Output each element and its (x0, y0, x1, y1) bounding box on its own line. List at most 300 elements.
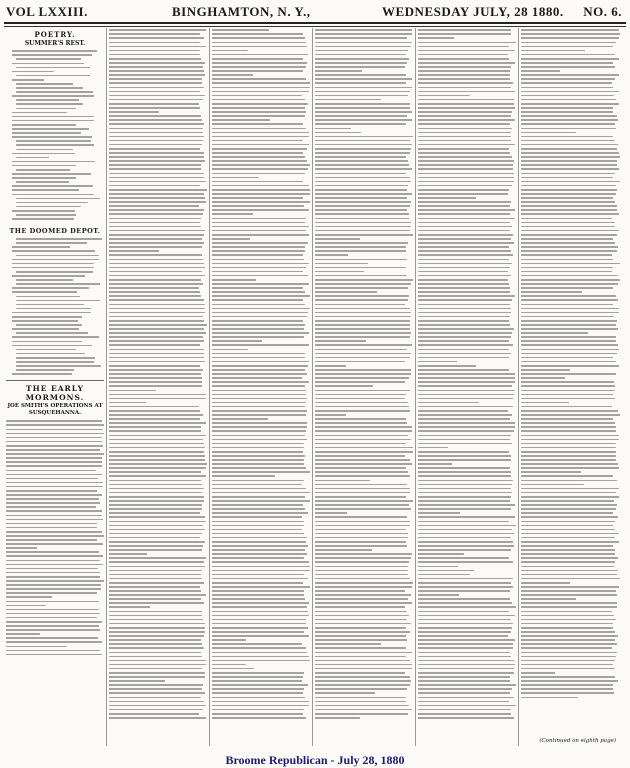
masthead-rule (4, 26, 626, 27)
text-line (315, 128, 351, 130)
text-line (418, 447, 448, 449)
text-line (109, 475, 206, 477)
text-line (212, 717, 306, 719)
text-line (212, 705, 309, 707)
text-line (315, 357, 410, 359)
text-line (418, 189, 509, 191)
text-line (418, 480, 513, 482)
text-line (212, 484, 302, 486)
text-line (315, 717, 360, 719)
text-line (315, 259, 407, 261)
text-line (418, 287, 510, 289)
text-line (315, 701, 406, 703)
text-line (109, 140, 203, 142)
text-line (12, 275, 85, 277)
text-line (212, 242, 308, 244)
text-line (16, 169, 70, 171)
text-line (315, 254, 348, 256)
text-line (418, 29, 511, 31)
text-line (109, 181, 206, 183)
text-line (109, 672, 205, 674)
text-line (109, 553, 147, 555)
text-line (109, 308, 205, 310)
text-line (109, 312, 205, 314)
text-line (12, 161, 95, 163)
text-line (418, 373, 515, 375)
text-line (315, 177, 410, 179)
text-line (212, 660, 310, 662)
text-line (109, 656, 202, 658)
text-line (315, 492, 410, 494)
text-line (418, 475, 511, 477)
text-line (315, 459, 410, 461)
text-line (521, 222, 615, 224)
text-line (109, 467, 206, 469)
text-line (109, 226, 201, 228)
text-line (109, 361, 205, 363)
text-line (212, 119, 270, 121)
text-line (521, 263, 620, 265)
text-line (109, 676, 205, 678)
text-line (315, 602, 412, 604)
text-line (315, 500, 413, 502)
text-line (315, 426, 412, 428)
text-line (315, 87, 412, 89)
text-line (212, 111, 306, 113)
text-line (521, 615, 614, 617)
text-line (315, 213, 409, 215)
text-line (212, 316, 307, 318)
text-line (212, 537, 307, 539)
text-line (212, 619, 306, 621)
text-line (521, 123, 615, 125)
continuation-note: (Continued on eighth page) (539, 738, 616, 744)
text-line (418, 246, 509, 248)
text-line (12, 63, 84, 65)
text-line (521, 164, 617, 166)
text-line (16, 271, 93, 273)
text-line (109, 33, 200, 35)
text-line (315, 144, 412, 146)
text-line (212, 148, 307, 150)
text-line (418, 406, 513, 408)
text-line (212, 160, 307, 162)
text-line (418, 398, 513, 400)
text-line (315, 242, 408, 244)
text-line (109, 373, 201, 375)
text-line (212, 475, 275, 477)
text-line (109, 697, 201, 699)
text-line (212, 197, 303, 199)
text-line (16, 242, 88, 244)
text-line (212, 205, 304, 207)
text-line (521, 668, 615, 670)
text-line (315, 373, 411, 375)
text-line (109, 246, 202, 248)
text-line (521, 602, 617, 604)
text-line (418, 213, 510, 215)
text-line (109, 602, 204, 604)
text-line (521, 365, 619, 367)
text-line (315, 570, 408, 572)
text-line (109, 414, 203, 416)
text-line (12, 336, 99, 338)
text-line (6, 605, 46, 607)
text-line (521, 242, 615, 244)
text-line (12, 128, 89, 130)
text-line (6, 498, 99, 500)
text-line (16, 324, 82, 326)
text-line (212, 218, 306, 220)
text-line (109, 201, 206, 203)
text-line (212, 209, 309, 211)
text-line (521, 570, 618, 572)
text-line (521, 152, 619, 154)
text-line (521, 451, 616, 453)
text-line (315, 160, 408, 162)
text-line (418, 426, 515, 428)
column-2-text (109, 28, 207, 720)
text-line (212, 676, 303, 678)
text-line (521, 99, 616, 101)
text-line (212, 140, 303, 142)
text-line (418, 279, 508, 281)
text-line (418, 635, 508, 637)
text-line (16, 181, 69, 183)
text-line (212, 46, 307, 48)
text-line (212, 635, 309, 637)
text-line (16, 365, 101, 367)
text-line (212, 173, 305, 175)
text-line (315, 136, 413, 138)
text-line (109, 267, 205, 269)
text-line (315, 70, 362, 72)
text-line (418, 553, 464, 555)
text-line (521, 561, 615, 563)
text-line (315, 365, 346, 367)
text-line (521, 295, 616, 297)
text-line (521, 287, 613, 289)
text-line (521, 557, 618, 559)
text-line (521, 74, 619, 76)
text-line (418, 128, 512, 130)
text-line (109, 541, 205, 543)
text-line (212, 631, 304, 633)
text-line (212, 238, 250, 240)
text-line (521, 160, 617, 162)
text-line (418, 267, 510, 269)
text-line (212, 70, 303, 72)
text-line (521, 140, 615, 142)
text-line (109, 99, 203, 101)
text-line (315, 54, 406, 56)
text-line (212, 107, 305, 109)
text-line (315, 672, 405, 674)
text-line (315, 508, 411, 510)
text-line (212, 709, 304, 711)
text-line (12, 263, 94, 265)
text-line (109, 496, 204, 498)
text-line (12, 173, 91, 175)
text-line (109, 701, 204, 703)
text-line (109, 611, 202, 613)
text-line (418, 533, 514, 535)
text-line (315, 504, 409, 506)
text-line (212, 512, 308, 514)
text-line (212, 652, 307, 654)
article-body (6, 419, 104, 656)
text-line (418, 107, 515, 109)
text-line (418, 467, 510, 469)
text-line (212, 234, 309, 236)
text-line (16, 103, 83, 105)
text-line (418, 639, 515, 641)
text-line (521, 688, 613, 690)
text-line (109, 660, 206, 662)
text-line (212, 250, 305, 252)
text-line (16, 198, 100, 200)
text-line (6, 646, 67, 648)
text-line (418, 353, 511, 355)
text-line (521, 643, 617, 645)
text-line (212, 377, 302, 379)
text-line (109, 488, 204, 490)
text-line (212, 82, 310, 84)
text-line (315, 463, 412, 465)
text-line (16, 357, 95, 359)
text-line (16, 361, 94, 363)
text-line (418, 62, 515, 64)
text-line (6, 502, 100, 504)
text-line (12, 259, 99, 261)
text-line (521, 664, 613, 666)
text-line (418, 508, 511, 510)
text-line (109, 435, 206, 437)
text-line (6, 531, 102, 533)
text-line (212, 566, 310, 568)
text-line (16, 140, 91, 142)
text-line (109, 422, 206, 424)
text-line (418, 78, 510, 80)
text-line (212, 136, 309, 138)
text-line (212, 177, 259, 179)
text-line (315, 320, 410, 322)
text-line (521, 201, 615, 203)
text-line (109, 623, 205, 625)
text-line (109, 549, 202, 551)
text-line (521, 246, 618, 248)
text-line (418, 570, 474, 572)
text-line (315, 361, 405, 363)
text-line (6, 420, 102, 422)
text-line (418, 586, 513, 588)
text-line (418, 668, 514, 670)
text-line (521, 238, 613, 240)
text-line (212, 226, 309, 228)
text-line (16, 283, 101, 285)
text-line (521, 136, 613, 138)
text-line (109, 500, 204, 502)
text-line (521, 606, 617, 608)
text-line (418, 664, 515, 666)
text-line (109, 66, 203, 68)
text-line (6, 465, 102, 467)
text-line (521, 545, 613, 547)
text-line (315, 275, 407, 277)
poem-title: SUMMER'S REST. (24, 40, 86, 47)
text-line (521, 107, 613, 109)
column-6 (519, 28, 622, 746)
text-line (109, 443, 204, 445)
text-line (418, 50, 515, 52)
text-line (212, 54, 308, 56)
text-line (212, 541, 306, 543)
text-line (212, 664, 246, 666)
text-line (418, 304, 510, 306)
text-line (212, 373, 307, 375)
text-line (212, 627, 308, 629)
text-line (16, 75, 90, 77)
text-line (6, 478, 98, 480)
text-line (418, 54, 508, 56)
text-line (418, 512, 460, 514)
text-line (212, 78, 306, 80)
text-line (109, 643, 202, 645)
text-line (109, 91, 200, 93)
text-line (521, 660, 615, 662)
text-line (521, 430, 616, 432)
text-line (212, 668, 254, 670)
text-line (212, 713, 303, 715)
column-5 (416, 28, 519, 746)
text-line (521, 66, 615, 68)
text-line (6, 568, 98, 570)
text-line (109, 218, 201, 220)
text-line (212, 128, 306, 130)
text-line (521, 357, 613, 359)
text-line (315, 418, 406, 420)
text-line (6, 547, 37, 549)
text-line (109, 209, 204, 211)
text-line (109, 242, 204, 244)
text-line (212, 312, 308, 314)
text-line (521, 193, 616, 195)
text-line (109, 152, 204, 154)
text-line (418, 144, 515, 146)
text-line (109, 168, 201, 170)
text-line (315, 430, 412, 432)
text-line (315, 119, 412, 121)
text-line (109, 680, 165, 682)
text-line (521, 406, 612, 408)
text-line (6, 617, 97, 619)
text-line (109, 365, 200, 367)
text-line (212, 557, 304, 559)
text-line (315, 111, 412, 113)
text-line (109, 263, 204, 265)
text-line (418, 123, 510, 125)
text-line (12, 50, 97, 52)
text-line (418, 414, 512, 416)
text-line (521, 480, 617, 482)
text-line (109, 254, 202, 256)
text-line (315, 566, 408, 568)
text-line (109, 95, 205, 97)
text-line (109, 103, 199, 105)
text-line (315, 557, 411, 559)
text-line (109, 50, 200, 52)
text-line (212, 42, 306, 44)
text-line (109, 537, 200, 539)
text-line (521, 279, 620, 281)
text-line (418, 357, 509, 359)
text-line (6, 555, 103, 557)
text-line (12, 112, 67, 114)
text-line (418, 168, 513, 170)
text-line (212, 688, 304, 690)
text-line (212, 381, 309, 383)
text-line (521, 426, 616, 428)
text-line (418, 308, 511, 310)
text-line (109, 639, 201, 641)
text-line (6, 510, 102, 512)
text-line (6, 461, 102, 463)
text-line (521, 435, 619, 437)
text-line (16, 369, 74, 371)
text-line (315, 385, 373, 387)
column-4-text (315, 28, 413, 720)
text-line (521, 119, 618, 121)
text-line (109, 287, 199, 289)
text-line (109, 525, 203, 527)
text-line (212, 29, 269, 31)
text-line (109, 586, 200, 588)
text-line (12, 79, 44, 81)
text-line (521, 103, 619, 105)
text-line (315, 50, 408, 52)
text-line (521, 619, 616, 621)
text-line (109, 521, 206, 523)
text-line (521, 144, 618, 146)
text-line (109, 512, 200, 514)
text-line (12, 250, 95, 252)
text-line (521, 50, 585, 52)
text-line (418, 291, 510, 293)
text-line (521, 46, 613, 48)
text-line (212, 439, 307, 441)
text-line (315, 512, 347, 514)
text-line (315, 340, 366, 342)
text-line (315, 590, 405, 592)
text-line (418, 152, 510, 154)
text-line (521, 177, 613, 179)
text-line (418, 70, 510, 72)
text-line (12, 246, 70, 248)
text-line (109, 369, 203, 371)
text-line (109, 390, 156, 392)
text-line (315, 660, 410, 662)
text-line (315, 308, 410, 310)
text-line (315, 377, 409, 379)
text-line (109, 238, 202, 240)
text-line (109, 533, 202, 535)
text-line (16, 304, 84, 306)
text-line (418, 254, 513, 256)
text-line (109, 590, 201, 592)
text-line (315, 209, 407, 211)
text-line (212, 222, 305, 224)
text-line (109, 344, 200, 346)
